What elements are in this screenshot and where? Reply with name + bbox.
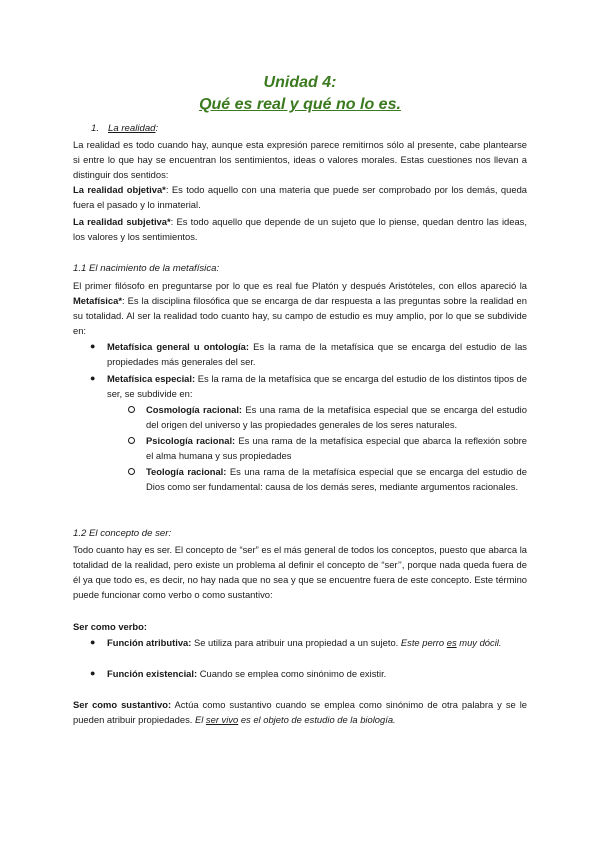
ser-como-sustantivo-term: Ser como sustantivo: bbox=[73, 699, 172, 710]
list-item: Metafísica general u ontología: Es la rama de la metafísica que se encarga del estudio de las propiedades más generales del ser. bbox=[107, 341, 527, 367]
section-1-heading: 1. La realidad: bbox=[91, 123, 159, 134]
section-1-2-heading: 1.2 El concepto de ser: bbox=[73, 528, 172, 539]
list-item: Metafísica especial: Es la rama de la metafísica que se encarga del estudio de los distintos tipos de ser, se subdivide en: bbox=[107, 373, 527, 399]
section-1-intro: La realidad es todo cuando hay, aunque esta expresión parece remitirnos sólo al presente, cabe plantearse si entre lo que hay se encuentran los sentimientos, ideas o valores morales. Estas cuestiones nos llevan a distinguir dos sentidos: bbox=[73, 139, 527, 180]
realidad-subjetiva-definition: : Es todo aquello que depende de un sujeto que lo piense, quedan dentro las ideas, los valores y los sentimientos. bbox=[73, 216, 527, 242]
section-1-1-heading: 1.1 El nacimiento de la metafísica: bbox=[73, 263, 220, 274]
realidad-subjetiva-paragraph bbox=[73, 214, 527, 244]
section-1-1-intro: El primer filósofo en preguntarse por lo que es real fue Platón y después Aristóteles, con ellos apareció la Metafísica*: Es la disciplina filosófica que se encarga de dar respuesta a las preguntas sobre la realidad en su totalidad. Al ser la realidad todo cuanto hay, su campo de estudio es muy amplio, por lo que se subdivide en: bbox=[73, 280, 527, 336]
bullet-dot-icon: ● bbox=[90, 637, 96, 647]
ser-como-sustantivo-paragraph: Ser como sustantivo: Actúa como sustantivo cuando se emplea como sinónimo de otra palabra y se le pueden atribuir propiedades. El ser vivo es el objeto de estudio de la biología. bbox=[73, 699, 527, 725]
bullet-dot-icon: ● bbox=[90, 373, 96, 383]
bullet-circle-icon bbox=[128, 437, 135, 444]
realidad-objetiva-definition: : Es todo aquello con una materia que puede ser comprobado por los demás, queda fuera el pasado y lo inmaterial. bbox=[73, 184, 527, 210]
metafisica-term: Metafísica* bbox=[73, 295, 122, 306]
realidad-objetiva-term: La realidad objetiva* bbox=[73, 184, 166, 195]
list-item: Función existencial: Cuando se emplea como sinónimo de existir. bbox=[107, 668, 387, 679]
section-1-number: 1. bbox=[91, 123, 100, 134]
bullet-dot-icon: ● bbox=[90, 668, 96, 678]
realidad-subjetiva-term: La realidad subjetiva* bbox=[73, 216, 171, 227]
list-item: Teología racional: Es una rama de la metafísica especial que se encarga del estudio de Dios como ser fundamental: causa de los demás seres, mediante argumentos racionales. bbox=[146, 466, 527, 492]
realidad-objetiva-paragraph bbox=[73, 182, 527, 212]
ser-como-verbo-heading: Ser como verbo: bbox=[73, 621, 147, 632]
section-1-title: La realidad bbox=[108, 123, 156, 134]
section-1-2-intro: Todo cuanto hay es ser. El concepto de “ser” es el más general de todos los conceptos, puesto que abarca la totalidad de la realidad, pero existe un problema al definir el concepto de “ser’’, porque nada queda fuera de él ya que todo es, es decir, no hay nada que no sea y que se encuentre fuera de este concepto. Este término puede funcionar como verbo o como sustantivo: bbox=[73, 544, 527, 600]
unit-subtitle: Qué es real y qué no lo es. bbox=[199, 96, 401, 113]
list-item: Función atributiva: Se utiliza para atribuir una propiedad a un sujeto. Este perro es muy dócil. bbox=[107, 637, 502, 648]
bullet-circle-icon bbox=[128, 468, 135, 475]
list-item: Psicología racional: Es una rama de la metafísica especial que abarca la reflexión sobre el alma humana y sus propiedades bbox=[146, 435, 527, 461]
bullet-dot-icon: ● bbox=[90, 341, 96, 351]
bullet-circle-icon bbox=[128, 406, 135, 413]
unit-title: Unidad 4: bbox=[263, 74, 337, 91]
list-item: Cosmología racional: Es una rama de la metafísica especial que se encarga del estudio del origen del universo y las propiedades generales de los seres naturales. bbox=[146, 404, 527, 430]
